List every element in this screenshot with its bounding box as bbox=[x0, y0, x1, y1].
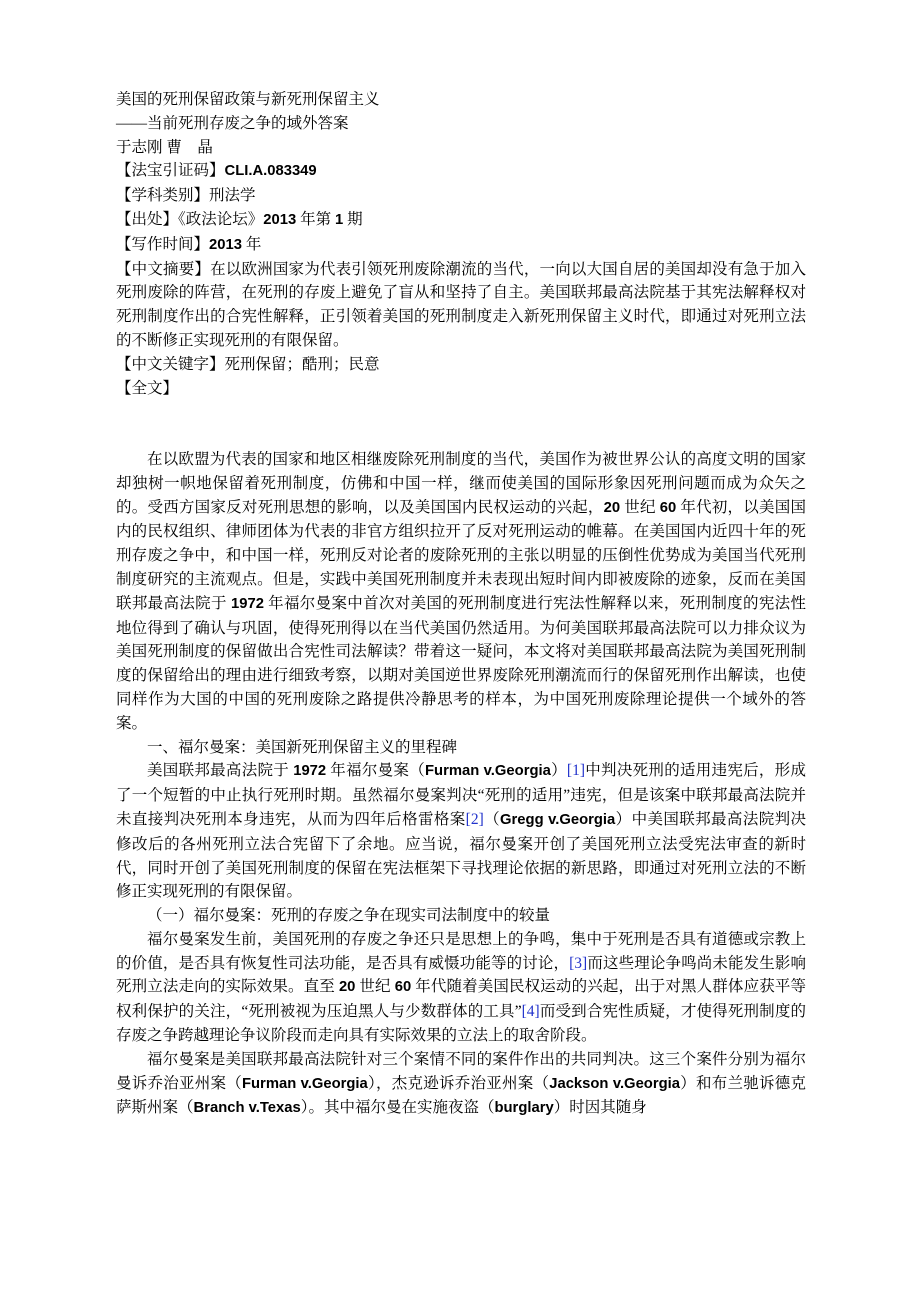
text-run: 世纪 bbox=[620, 498, 660, 516]
doc-authors bbox=[116, 136, 806, 160]
meta-subject bbox=[116, 184, 806, 208]
latin-text-run: Jackson v.Georgia bbox=[549, 1075, 680, 1092]
text-run: 世纪 bbox=[355, 978, 395, 996]
footnote-link[interactable]: [3] bbox=[569, 954, 588, 972]
meta-citation-code bbox=[116, 159, 806, 184]
footnote-link[interactable]: [1] bbox=[566, 762, 585, 780]
latin-text-run: Gregg v.Georgia bbox=[500, 811, 616, 828]
latin-text-run: 20 bbox=[338, 979, 356, 996]
text-run: 【出处】《政法论坛》 bbox=[116, 210, 264, 228]
body-paragraph-2 bbox=[116, 759, 806, 904]
latin-text-run: 2013 bbox=[209, 236, 242, 253]
text-run: 【中文摘要】在以欧洲国家为代表引领死刑废除潮流的当代，一向以大国自居的美国却没有急于加入死刑废除的阵营，在死刑的存废上避免了盲从和坚持了自主。美国联邦最高法院基于其宪法解释权对死刑制度作出的合宪性解释，正引领着美国的死刑制度走入新死刑保留主义时代，即通过对死刑立法的不断修正实现死刑的有限保留。 bbox=[116, 260, 806, 349]
text-run: 期 bbox=[343, 210, 363, 228]
text-run: 而受到合宪性质疑，才使得死刑制度的存废之争跨越理论争议阶段而走向具有实际效果的立法上的取舍阶段。 bbox=[116, 1003, 806, 1045]
text-run: 美国的死刑保留政策与新死刑保留主义 bbox=[116, 91, 380, 108]
meta-source bbox=[116, 208, 806, 233]
section-heading-1 bbox=[116, 736, 806, 760]
text-run: ） bbox=[550, 762, 567, 780]
text-run: 【全文】 bbox=[116, 379, 179, 397]
text-run: 福尔曼案是美国联邦最高法院针对三个案情不同的案件作出的共同判决。这三个案件分别为福尔曼诉乔治亚州案（ bbox=[116, 1050, 806, 1092]
latin-text-run: 2013 bbox=[263, 211, 297, 228]
text-run: 年福尔曼案中首次对美国的死刑制度进行宪法性解释以来，死刑制度的宪法性地位得到了确认与巩固，使得死刑得以在当代美国仍然适用。为何美国联邦最高法院可以力排众议为美国死刑制度的保留做出合宪性司法解读？带着这一疑问，本文将对美国联邦最高法院为美国死刑制度的保留给出的理由进行细致考察，以期对美国逆世界废除死刑潮流而行的保留死刑作出解读，也使同样作为大国的中国的死刑废除之路提供冷静思考的样本，为中国死刑废除理论提供一个域外的答案。 bbox=[116, 594, 806, 732]
text-run: 年 bbox=[241, 235, 262, 253]
text-run: 【法宝引证码】 bbox=[116, 162, 225, 180]
latin-text-run: Furman v.Georgia bbox=[425, 763, 551, 780]
latin-text-run: CLI.A.083349 bbox=[224, 163, 317, 180]
text-run: 于志刚 曹 晶 bbox=[116, 138, 213, 156]
body-paragraph-4 bbox=[116, 1048, 806, 1121]
blank-line bbox=[116, 400, 806, 424]
body-paragraph-1 bbox=[116, 448, 806, 736]
text-run: ）中美国联邦最高法院判决修改后的各州死刑立法合宪留下了余地。应当说，福尔曼案开创了美国死刑立法受宪法审查的新时代，同时开创了美国死刑制度的保留在宪法框架下寻找理论依据的新思路，即通过对死刑立法的不断修正实现死刑的有限保留。 bbox=[116, 810, 806, 901]
meta-writing-time bbox=[116, 233, 806, 258]
text-run: 而这些理论争鸣尚未能发生影响死刑立法走向的实际效果。直至 bbox=[116, 954, 806, 996]
text-run: 福尔曼案发生前，美国死刑的存废之争还只是思想上的争鸣，集中于死刑是否具有道德或宗教上的价值，是否具有恢复性司法功能，是否具有威慑功能等的讨论， bbox=[116, 930, 806, 972]
blank-line bbox=[116, 424, 806, 448]
latin-text-run: 1 bbox=[334, 211, 344, 228]
text-run: 年代随着美国民权运动的兴起，出于对黑人群体应获平等权利保护的关注，“死刑被视为压迫黑人与少数群体的工具” bbox=[116, 978, 806, 1021]
latin-text-run: Furman v.Georgia bbox=[241, 1075, 368, 1092]
text-run: 年代初，以美国国内的民权组织、律师团体为代表的非官方组织拉开了反对死刑运动的帷幕。在美国国内近四十年的死刑存废之争中，和中国一样，死刑反对论者的废除死刑的主张以明显的压倒性优势成为美国当代死刑制度研究的主流观点。但是，实践中美国死刑制度并未表现出短时间内即被废除的迹象，反而在美国联邦最高法院于 bbox=[116, 498, 806, 612]
meta-abstract bbox=[116, 258, 806, 353]
text-run: ）和布兰驰诉德克萨斯州案（ bbox=[116, 1074, 806, 1117]
text-run: （一）福尔曼案：死刑的存废之争在现实司法制度中的较量 bbox=[147, 907, 551, 925]
section-heading-2 bbox=[116, 904, 806, 928]
latin-text-run: 60 bbox=[659, 499, 677, 516]
latin-text-run: 1972 bbox=[231, 595, 264, 612]
doc-subtitle bbox=[116, 112, 806, 136]
text-run: ）。其中福尔曼在实施夜盗（ bbox=[300, 1099, 495, 1117]
text-run: 【中文关键字】死刑保留；酷刑；民意 bbox=[116, 355, 380, 373]
text-run: 年第 bbox=[296, 210, 335, 228]
latin-text-run: Branch v.Texas bbox=[193, 1100, 301, 1117]
text-run: 在以欧盟为代表的国家和地区相继废除死刑制度的当代，美国作为被世界公认的高度文明的国家却独树一帜地保留着死刑制度，仿佛和中国一样，继而使美国的国际形象因死刑问题而成为众矢之的。受西方国家反对死刑思想的影响，以及美国国内民权运动的兴起， bbox=[116, 450, 806, 516]
document-content bbox=[116, 88, 806, 1121]
latin-text-run: 1972 bbox=[293, 763, 327, 780]
latin-text-run: burglary bbox=[494, 1100, 554, 1117]
text-run: ——当前死刑存废之争的域外答案 bbox=[116, 114, 349, 132]
footnote-link[interactable]: [4] bbox=[521, 1003, 540, 1021]
meta-keywords bbox=[116, 353, 806, 377]
text-run: （ bbox=[483, 810, 501, 828]
body-paragraph-3 bbox=[116, 928, 806, 1048]
text-run: 年福尔曼案（ bbox=[326, 762, 426, 780]
footnote-link[interactable]: [2] bbox=[465, 810, 484, 828]
doc-title bbox=[116, 88, 806, 112]
text-run: 中判决死刑的适用违宪后，形成了一个短暂的中止执行死刑时期。虽然福尔曼案判决“死刑的适用”违宪，但是该案中联邦最高法院并未直接判决死刑本身违宪，从而为四年后格雷格案 bbox=[116, 762, 806, 828]
latin-text-run: 20 bbox=[603, 499, 621, 516]
latin-text-run: 60 bbox=[394, 979, 412, 996]
text-run: 【学科类别】刑法学 bbox=[116, 187, 256, 205]
text-run: ）时因其随身 bbox=[553, 1099, 647, 1117]
text-run: 美国联邦最高法院于 bbox=[147, 762, 294, 780]
text-run: 一、福尔曼案：美国新死刑保留主义的里程碑 bbox=[147, 738, 458, 756]
text-run: 【写作时间】 bbox=[116, 235, 210, 253]
text-run: ），杰克逊诉乔治亚州案（ bbox=[367, 1074, 550, 1092]
meta-fulltext-label bbox=[116, 377, 806, 401]
